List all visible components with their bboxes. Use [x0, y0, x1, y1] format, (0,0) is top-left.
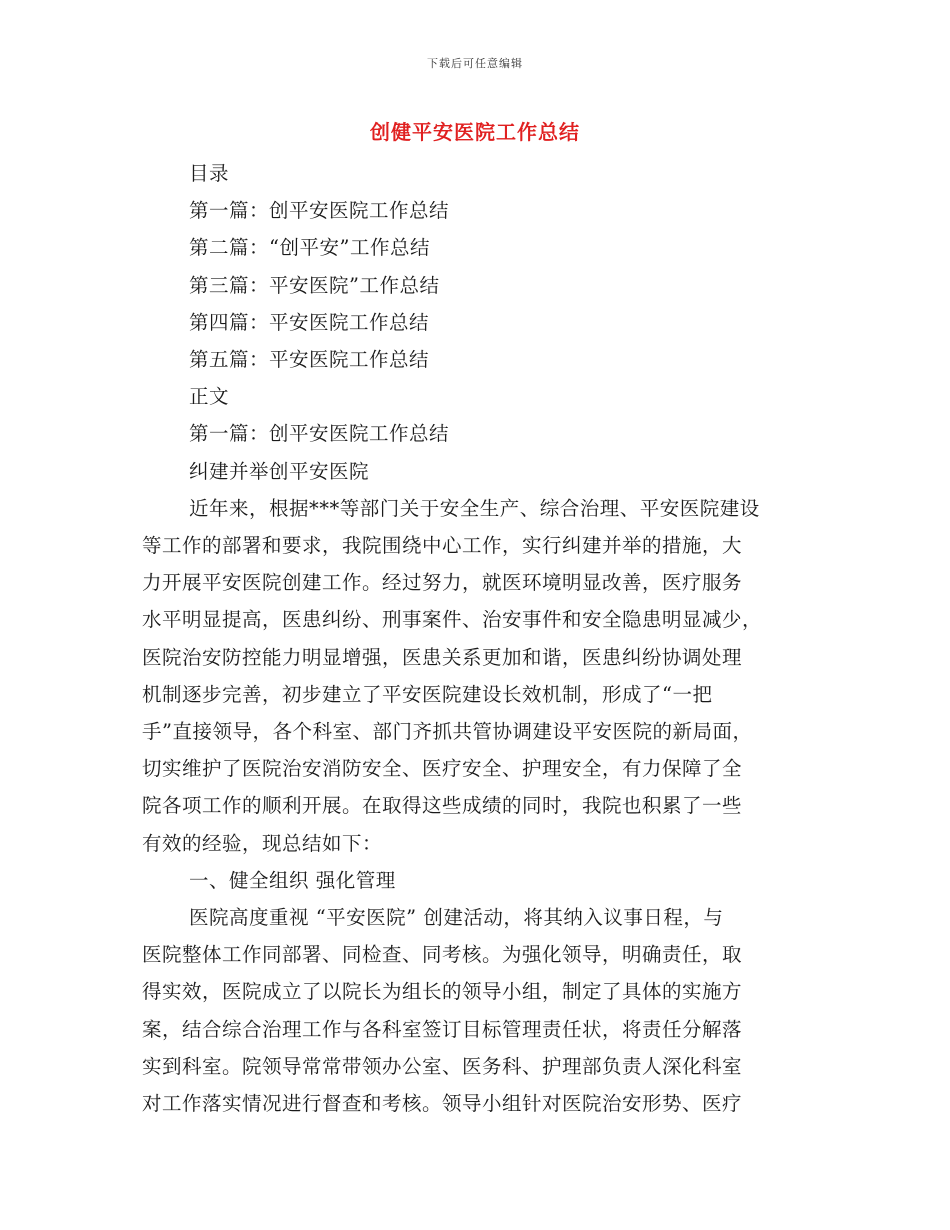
toc-item[interactable]: 第三篇：平安医院”工作总结 — [189, 273, 440, 297]
body-heading: 正文 — [189, 385, 230, 409]
toc-item[interactable]: 第二篇：“创平安”工作总结 — [189, 236, 430, 260]
paragraph-line: 手”直接领导，各个科室、部门齐抓共管协调建设平安医院的新局面， — [142, 720, 753, 744]
toc-item[interactable]: 第五篇：平安医院工作总结 — [189, 348, 430, 372]
paragraph-line: 医院治安防控能力明显增强，医患关系更加和谐，医患纠纷协调处理 — [142, 645, 743, 669]
paragraph-line: 案，结合综合治理工作与各科室签订目标管理责任状，将责任分解落 — [142, 1017, 743, 1041]
paragraph-line: 力开展平安医院创建工作。经过努力，就医环境明显改善，医疗服务 — [142, 571, 743, 595]
paragraph-line: 对工作落实情况进行督查和考核。领导小组针对医院治安形势、医疗 — [142, 1092, 743, 1116]
section-heading: 一、健全组织 强化管理 — [189, 868, 396, 892]
chapter-title: 第一篇：创平安医院工作总结 — [189, 422, 450, 446]
document-title: 创健平安医院工作总结 — [370, 120, 580, 144]
paragraph-line: 院各项工作的顺利开展。在取得这些成绩的同时，我院也积累了一些 — [142, 794, 743, 818]
toc-item[interactable]: 第四篇：平安医院工作总结 — [189, 310, 430, 334]
paragraph-line: 实到科室。院领导常常带领办公室、医务科、护理部负责人深化科室 — [142, 1054, 743, 1078]
paragraph-line: 等工作的部署和要求，我院围绕中心工作，实行纠建并举的措施，大 — [142, 534, 743, 558]
paragraph-line: 得实效，医院成立了以院长为组长的领导小组，制定了具体的实施方 — [142, 980, 743, 1004]
toc-item[interactable]: 第一篇：创平安医院工作总结 — [189, 199, 450, 223]
document-body — [142, 155, 808, 1122]
header-note: 下载后可任意编辑 — [427, 57, 523, 70]
paragraph-line: 医院高度重视 “平安医院” 创建活动，将其纳入议事日程，与 — [189, 906, 724, 930]
paragraph-line: 医院整体工作同部署、同检查、同考核。为强化领导，明确责任，取 — [142, 943, 743, 967]
subtitle: 纠建并举创平安医院 — [189, 459, 370, 483]
paragraph-line: 近年来，根据***等部门关于安全生产、综合治理、平安医院建设 — [189, 496, 760, 520]
paragraph-line: 切实维护了医院治安消防安全、医疗安全、护理安全，有力保障了全 — [142, 757, 743, 781]
paragraph-line: 有效的经验，现总结如下： — [142, 831, 383, 855]
paragraph-line: 机制逐步完善，初步建立了平安医院建设长效机制，形成了“一把 — [142, 682, 713, 706]
paragraph-line: 水平明显提高，医患纠纷、刑事案件、治安事件和安全隐患明显减少， — [142, 608, 763, 632]
toc-heading: 目录 — [189, 162, 230, 185]
